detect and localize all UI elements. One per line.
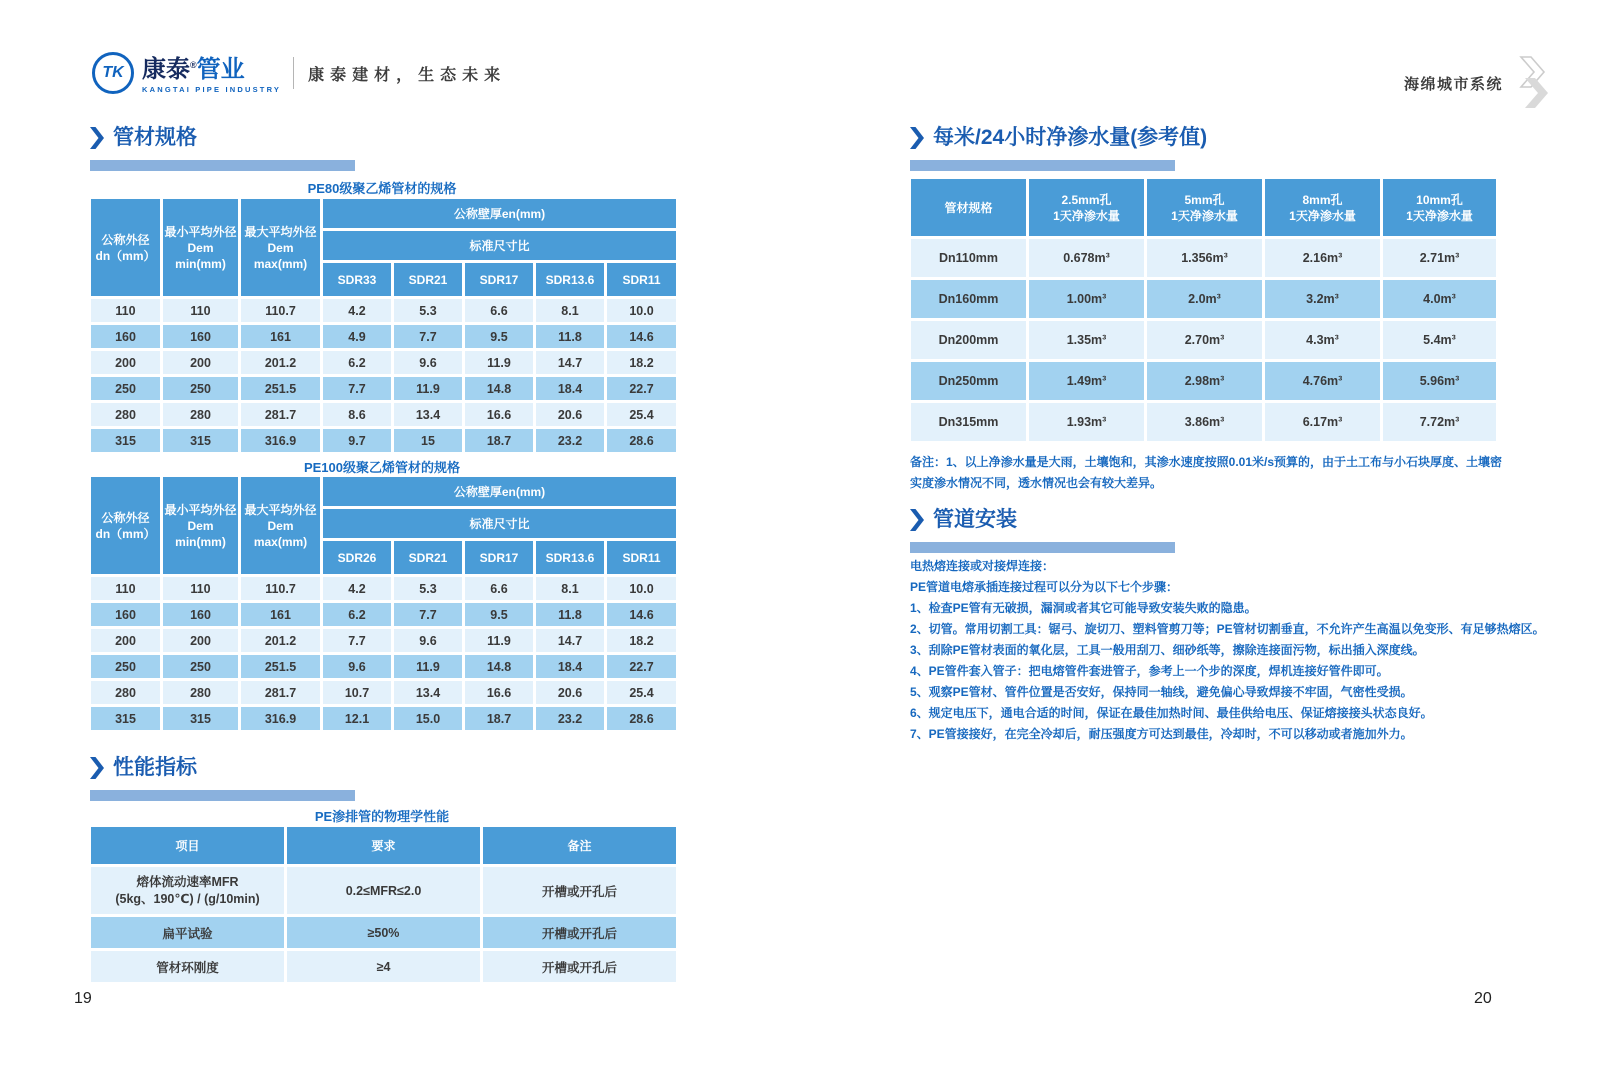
page-number-left: 19 (74, 990, 92, 1007)
header-cell: 8mm孔 1天净渗水量 (1264, 178, 1382, 238)
seepage-note: 备注：1、以上净渗水量是大雨，土壤饱和，其渗水速度按照0.01米/s预算的，由于土工布与小石块厚度、土壤密实度渗水情况不同，透水情况也会有较大差异。 (910, 455, 1503, 490)
brand-logo-icon (92, 52, 134, 94)
table-header-row (90, 476, 678, 508)
header-cell: 公称外径 dn（mm） (90, 198, 162, 298)
section-underline-bar (90, 160, 355, 171)
header-cell: 5mm孔 1天净渗水量 (1146, 178, 1264, 238)
table-row: 200 200 201.2 7.7 9.6 11.9 14.7 18.2 (90, 628, 678, 654)
performance-table (88, 824, 679, 985)
table-row: Dn250mm 1.49m³ 2.98m³ 4.76m³ 5.96m³ (910, 361, 1498, 402)
header-cell: SDR26 (322, 540, 393, 576)
table-row: 扁平试验 ≥50% 开槽或开孔后 (90, 916, 678, 950)
table-row: 160 160 161 6.2 7.7 9.5 11.8 14.6 (90, 602, 678, 628)
chevron-icon (910, 127, 924, 149)
table-row: 200 200 201.2 6.2 9.6 11.9 14.7 18.2 (90, 350, 678, 376)
chevron-icon (910, 509, 924, 531)
header-divider (293, 57, 294, 89)
pe80-table-caption: PE80级聚乙烯管材的规格 (307, 181, 457, 196)
brand-name-cn (142, 53, 281, 82)
install-line: 5、观察PE管材、管件位置是否安好，保持同一轴线，避免偏心导致焊接不牢固，气密性受损。 (910, 685, 1413, 699)
header-cell: SDR33 (322, 262, 393, 298)
header-cell: SDR21 (393, 262, 464, 298)
table-row: 管材环刚度 ≥4 开槽或开孔后 (90, 950, 678, 984)
page-number-right: 20 (1474, 990, 1492, 1007)
header-cell: SDR13.6 (535, 540, 606, 576)
seepage-table (908, 176, 1499, 444)
table-row: Dn200mm 1.35m³ 2.70m³ 4.3m³ 5.4m³ (910, 320, 1498, 361)
pe80-spec-table (88, 196, 679, 455)
install-line: 7、PE管接接好，在完全冷却后，耐压强度方可达到最佳，冷却时，不可以移动或者施加外力。 (910, 727, 1413, 741)
brand-name-part2: 管业 (196, 55, 245, 83)
header-cell: 最大平均外径 Dem max(mm) (240, 198, 322, 298)
brand-text (142, 53, 281, 94)
install-line: 4、PE管件套入管子：把电熔管件套进管子，参考上一个步的深度，焊机连接好管件即可。 (910, 664, 1389, 678)
table-row: 110 110 110.7 4.2 5.3 6.6 8.1 10.0 (90, 576, 678, 602)
pe100-spec-table (88, 474, 679, 733)
header-cell: 标准尺寸比 (322, 230, 678, 262)
table-row: Dn110mm 0.678m³ 1.356m³ 2.16m³ 2.71m³ (910, 238, 1498, 279)
install-line: 6、规定电压下，通电合适的时间，保证在最佳加热时间、最佳供给电压、保证熔接接头状态良好。 (910, 706, 1433, 720)
brand-header (92, 52, 506, 94)
section-title: 每米/24小时净渗水量(参考值) (910, 126, 1207, 150)
pe100-table-caption: PE100级聚乙烯管材的规格 (303, 460, 461, 475)
table-row: 315 315 316.9 9.7 15 18.7 23.2 28.6 (90, 428, 678, 454)
header-cell: 最小平均外径 Dem min(mm) (162, 476, 240, 576)
table-row: Dn160mm 1.00m³ 2.0m³ 3.2m³ 4.0m³ (910, 279, 1498, 320)
table-row: 315 315 316.9 12.1 15.0 18.7 23.2 28.6 (90, 706, 678, 732)
chevron-icon (90, 757, 104, 779)
header-cell: 2.5mm孔 1天净渗水量 (1028, 178, 1146, 238)
table-row: 160 160 161 4.9 7.7 9.5 11.8 14.6 (90, 324, 678, 350)
install-line: 3、刮除PE管材表面的氧化层，工具一般用刮刀、细砂纸等，擦除连接面污物，标出插入深度线。 (910, 643, 1425, 657)
header-cell: SDR21 (393, 540, 464, 576)
header-cell: 标准尺寸比 (322, 508, 678, 540)
chevron-icon (90, 127, 104, 149)
header-cell: 管材规格 (910, 178, 1028, 238)
header-cell: 最小平均外径 Dem min(mm) (162, 198, 240, 298)
header-cell: SDR17 (464, 540, 535, 576)
section-installation (910, 508, 1175, 553)
table-row: 110 110 110.7 4.2 5.3 6.6 8.1 10.0 (90, 298, 678, 324)
header-cell: SDR17 (464, 262, 535, 298)
section-seepage (910, 126, 1207, 171)
header-cell: 项目 (90, 826, 286, 866)
header-cell: SDR13.6 (535, 262, 606, 298)
header-cell: 公称外径 dn（mm） (90, 476, 162, 576)
install-line: 电热熔连接或对接焊连接： (910, 559, 1055, 573)
section-pipe-spec (90, 126, 355, 171)
double-chevron-icon (1515, 56, 1549, 110)
install-line: 2、切管。常用切割工具：锯弓、旋切刀、塑料管剪刀等；PE管材切割垂直，不允许产生高温以免变形、有足够热熔区。 (910, 622, 1545, 636)
header-cell: 要求 (286, 826, 482, 866)
table-row: 熔体流动速率MFR (5kg、190℃) / (g/10min) 0.2≤MFR≤2.0 开槽或开孔后 (90, 866, 678, 916)
header-cell: SDR11 (606, 540, 678, 576)
header-cell: 公称壁厚en(mm) (322, 198, 678, 230)
install-line: 1、检查PE管有无破损，漏洞或者其它可能导致安装失败的隐患。 (910, 601, 1257, 615)
section-title: 性能指标 (90, 756, 355, 780)
logo-monogram: TK (102, 64, 124, 81)
perf-table-caption: PE渗排管的物理学性能 (314, 809, 450, 824)
section-underline-bar (910, 542, 1175, 553)
table-row: 280 280 281.7 10.7 13.4 16.6 20.6 25.4 (90, 680, 678, 706)
install-line: PE管道电熔承插连接过程可以分为以下七个步骤： (910, 580, 1179, 594)
header-cell: 10mm孔 1天净渗水量 (1382, 178, 1498, 238)
header-cell: 备注 (482, 826, 678, 866)
system-label: 海绵城市系统 (1404, 75, 1504, 93)
section-title: 管道安装 (910, 508, 1175, 532)
section-title: 管材规格 (90, 126, 355, 150)
table-row: 280 280 281.7 8.6 13.4 16.6 20.6 25.4 (90, 402, 678, 428)
section-underline-bar (90, 790, 355, 801)
table-header-row (90, 198, 678, 230)
table-header-row (910, 178, 1498, 238)
table-row: 250 250 251.5 7.7 11.9 14.8 18.4 22.7 (90, 376, 678, 402)
brand-name-en: KANGTAI PIPE INDUSTRY (142, 84, 282, 94)
brand-name-part1: 康泰 (142, 55, 190, 83)
section-underline-bar (910, 160, 1175, 171)
header-cell: SDR11 (606, 262, 678, 298)
page-corner-label (1404, 56, 1549, 110)
installation-steps (910, 556, 1545, 745)
header-cell: 最大平均外径 Dem max(mm) (240, 476, 322, 576)
brand-tagline: 康泰建材，生态未来 (308, 66, 507, 84)
table-header-row (90, 826, 678, 866)
header-cell: 公称壁厚en(mm) (322, 476, 678, 508)
table-row: Dn315mm 1.93m³ 3.86m³ 6.17m³ 7.72m³ (910, 402, 1498, 443)
section-performance (90, 756, 355, 801)
registered-mark: ® (190, 59, 197, 70)
table-row: 250 250 251.5 9.6 11.9 14.8 18.4 22.7 (90, 654, 678, 680)
